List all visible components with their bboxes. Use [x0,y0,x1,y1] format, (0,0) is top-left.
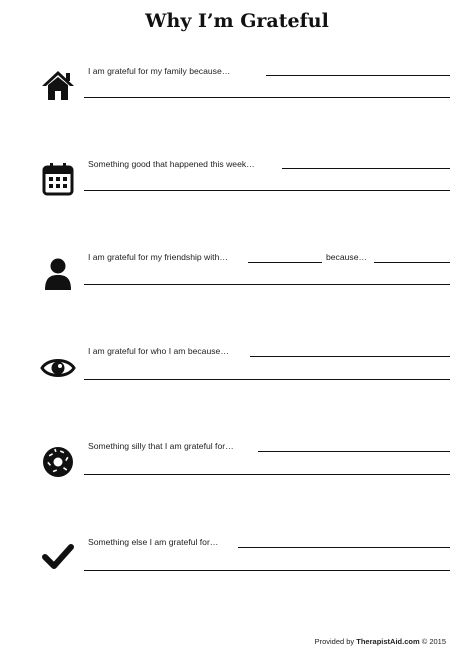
prompt-who-i-am: I am grateful for who I am because… [88,346,229,356]
section-silly [0,441,474,501]
footer-copyright: © 2015 [421,637,446,646]
section-family [0,66,474,126]
section-good-week [0,159,474,219]
answer-line-family-1[interactable] [266,75,450,76]
house-icon [40,68,76,104]
checkmark-icon [40,539,76,575]
eye-icon [40,350,76,386]
answer-line-friend-name[interactable] [248,262,322,263]
prompt-good-week: Something good that happened this week… [88,159,255,169]
prompt-friendship: I am grateful for my friendship with… [88,252,228,262]
calendar-icon [40,161,76,197]
section-friendship [0,252,474,312]
answer-line-silly-1[interactable] [258,451,450,452]
donut-icon [40,444,76,480]
answer-line-who-i-am-2[interactable] [84,379,450,380]
footer-prefix: Provided by [314,637,355,646]
prompt-silly: Something silly that I am grateful for… [88,441,234,451]
prompt-something-else: Something else I am grateful for… [88,537,219,547]
answer-line-good-week-2[interactable] [84,190,450,191]
answer-line-friendship-1[interactable] [374,262,450,263]
prompt-friendship-because: because… [326,252,368,262]
prompt-family: I am grateful for my family because… [88,66,231,76]
person-icon [40,256,76,292]
answer-line-silly-2[interactable] [84,474,450,475]
footer-brand: TherapistAid.com [356,637,420,646]
footer-credit [315,637,446,646]
answer-line-family-2[interactable] [84,97,450,98]
answer-line-something-else-2[interactable] [84,570,450,571]
answer-line-friendship-2[interactable] [84,284,450,285]
answer-line-who-i-am-1[interactable] [250,356,450,357]
section-something-else [0,537,474,597]
answer-line-something-else-1[interactable] [238,547,450,548]
answer-line-good-week-1[interactable] [282,168,450,169]
page-title: Why I’m Grateful [145,10,329,32]
section-who-i-am [0,346,474,406]
